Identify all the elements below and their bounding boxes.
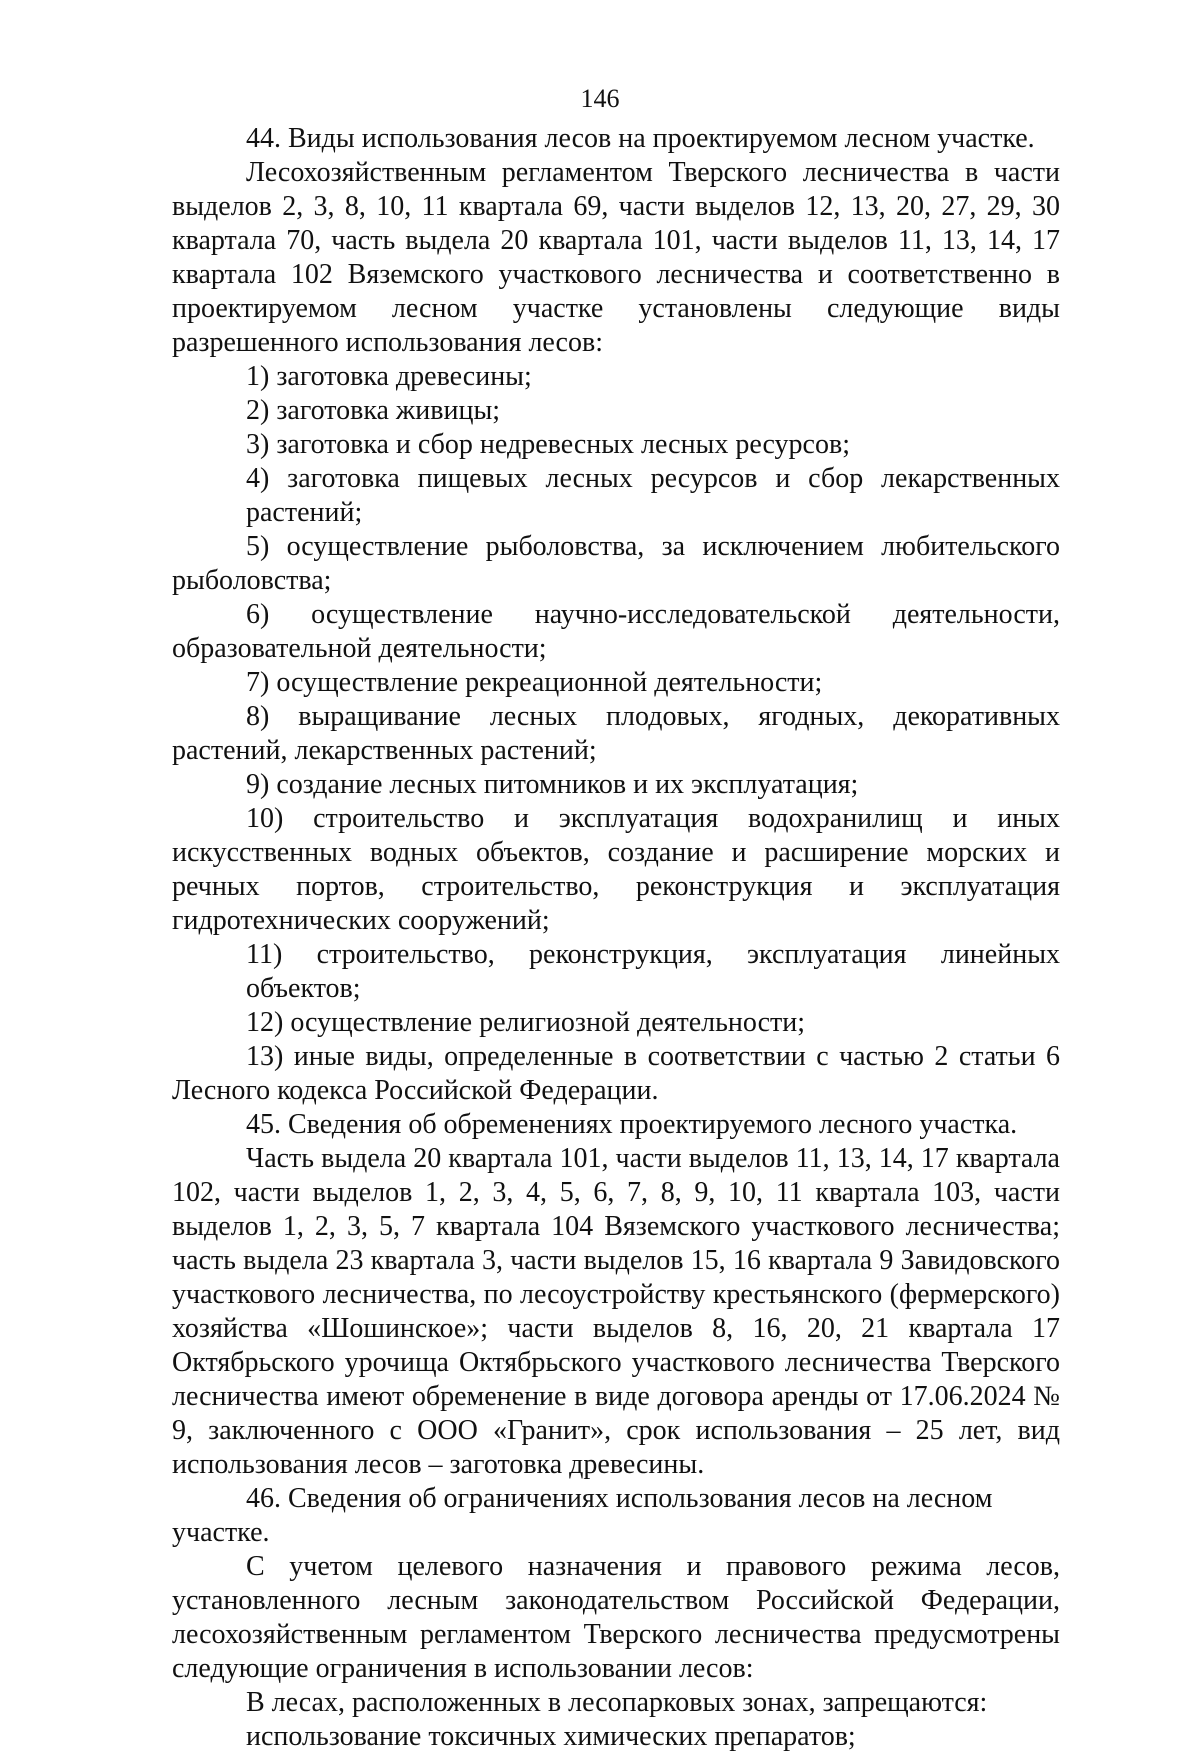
section-46-heading: 46. Сведения об ограничениях использования лесов на лесном участке. (172, 1483, 993, 1548)
section-46-line-2: использование токсичных химических препаратов; (246, 1721, 856, 1752)
list-item: 4) заготовка пищевых лесных ресурсов и сбор лекарственных растений; (246, 463, 1060, 528)
document-body (172, 122, 1060, 1754)
section-46-body: С учетом целевого назначения и правового режима лесов, установленного лесным законодательством Российской Федерации, лесохозяйственным регламентом Тверского лесничества предусмотрены следующие ограничения в использовании лесов: (172, 1551, 1060, 1684)
list-item: 5) осуществление рыболовства, за исключением любительского рыболовства; (172, 531, 1060, 596)
section-44-intro: Лесохозяйственным регламентом Тверского лесничества в части выделов 2, 3, 8, 10, 11 квартала 69, части выделов 12, 13, 20, 27, 29, 30 квартала 70, часть выдела 20 квартала 101, части выделов 11, 13, 14, 17 квартала 102 Вяземского участкового лесничества и соответственно в проектируемом лесном участке установлены следующие виды разрешенного использования лесов: (172, 157, 1060, 358)
list-item: 12) осуществление религиозной деятельности; (246, 1007, 806, 1038)
list-item: 2) заготовка живицы; (246, 395, 501, 426)
section-45-heading: 45. Сведения об обременениях проектируемого лесного участка. (246, 1109, 1018, 1140)
list-item: 9) создание лесных питомников и их эксплуатация; (246, 769, 859, 800)
list-item: 7) осуществление рекреационной деятельности; (246, 667, 823, 698)
list-item: 3) заготовка и сбор недревесных лесных ресурсов; (246, 429, 850, 460)
section-45-body: Часть выдела 20 квартала 101, части выделов 11, 13, 14, 17 квартала 102, части выделов 1, 2, 3, 4, 5, 6, 7, 8, 9, 10, 11 квартала 103, части выделов 1, 2, 3, 5, 7 квартала 104 Вяземского участкового лесничества; часть выдела 23 квартала 3, части выделов 15, 16 квартала 9 Завидовского участкового лесничества, по лесоустройству крестьянского (фермерского) хозяйства «Шошинское»; части выделов 8, 16, 20, 21 квартала 17 Октябрьского урочища Октябрьского участкового лесничества Тверского лесничества имеют обременение в виде договора аренды от 17.06.2024 № 9, заключенного с ООО «Гранит», срок использования – 25 лет, вид использования лесов – заготовка древесины. (172, 1143, 1060, 1480)
list-item: 1) заготовка древесины; (246, 361, 532, 392)
list-item: 10) строительство и эксплуатация водохранилищ и иных искусственных водных объектов, создание и расширение морских и речных портов, строительство, реконструкция и эксплуатация гидротехнических сооружений; (172, 803, 1060, 936)
section-46-line-1: В лесах, расположенных в лесопарковых зонах, запрещаются: (246, 1687, 988, 1718)
list-item: 6) осуществление научно-исследовательской деятельности, образовательной деятельности; (172, 599, 1060, 664)
list-item: 8) выращивание лесных плодовых, ягодных, декоративных растений, лекарственных растений; (172, 701, 1060, 766)
list-item: 13) иные виды, определенные в соответствии с частью 2 статьи 6 Лесного кодекса Российской Федерации. (172, 1041, 1060, 1106)
section-44-heading: 44. Виды использования лесов на проектируемом лесном участке. (246, 123, 1035, 154)
list-item: 11) строительство, реконструкция, эксплуатация линейных объектов; (246, 939, 1060, 1004)
page-number: 146 (580, 84, 620, 113)
